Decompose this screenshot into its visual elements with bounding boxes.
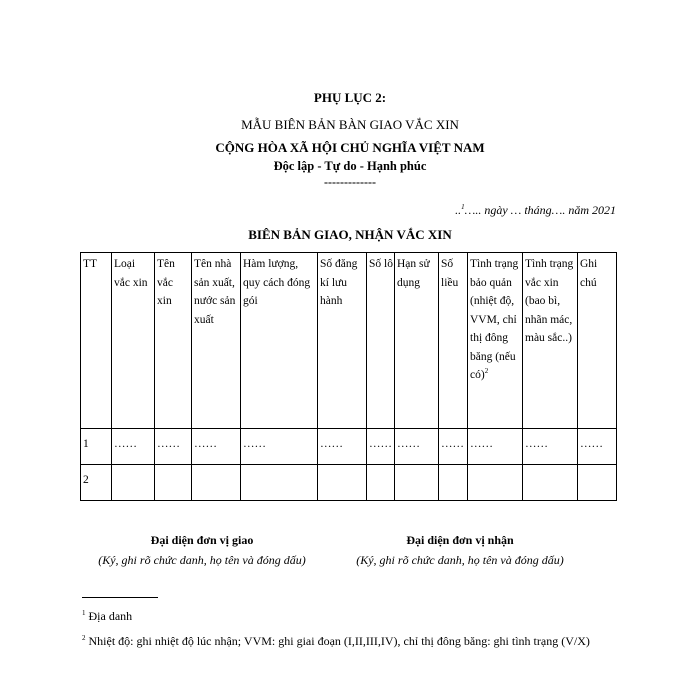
table-cell: 1 xyxy=(81,429,112,465)
header-cell-storage xyxy=(468,253,523,429)
table-cell: …… xyxy=(468,429,523,465)
table-cell: …… xyxy=(367,429,395,465)
footnote-divider xyxy=(82,597,158,598)
table-cell xyxy=(155,465,192,501)
table-row xyxy=(81,465,617,501)
header-cell: Hàm lượng, quy cách đóng gói xyxy=(241,253,318,429)
table-cell: …… xyxy=(439,429,468,465)
table-cell: …… xyxy=(155,429,192,465)
footnote xyxy=(82,630,622,650)
footnote-text: Nhiệt độ: ghi nhiệt độ lúc nhận; VVM: ghi giai đoạn (I,II,III,IV), chỉ thị đông băng: ghi tình trạng (V/X) xyxy=(88,634,590,648)
motto: Độc lập - Tự do - Hạnh phúc xyxy=(273,159,427,173)
footnote-mark: 1 xyxy=(82,609,86,617)
header-cell: Tên nhà sản xuất, nước sản xuất xyxy=(192,253,241,429)
table-row xyxy=(81,429,617,465)
date-text: ….. ngày … tháng…. năm 2021 xyxy=(464,203,616,217)
receiving-party-signature xyxy=(330,533,590,568)
appendix-heading: PHỤ LỤC 2: xyxy=(313,90,387,105)
header-cell: Loại vắc xin xyxy=(112,253,155,429)
table-cell: …… xyxy=(578,429,617,465)
table-cell: 2 xyxy=(81,465,112,501)
header-cell: Hạn sử dụng xyxy=(395,253,439,429)
vaccine-handover-table xyxy=(80,252,617,501)
footnote xyxy=(82,605,622,625)
header-cell: Số liều xyxy=(439,253,468,429)
table-cell xyxy=(112,465,155,501)
footnote-mark: 2 xyxy=(484,367,489,376)
table-cell: …… xyxy=(112,429,155,465)
header-cell: TT xyxy=(81,253,112,429)
date-prefix: .. xyxy=(455,203,462,217)
table-cell xyxy=(241,465,318,501)
date-line xyxy=(455,203,616,218)
table-cell xyxy=(468,465,523,501)
table-cell xyxy=(523,465,578,501)
table-cell xyxy=(578,465,617,501)
footnote-text: Địa danh xyxy=(88,609,133,623)
table-header-row xyxy=(81,253,617,429)
table-cell: …… xyxy=(318,429,367,465)
table-cell: …… xyxy=(523,429,578,465)
form-title: MẪU BIÊN BẢN BÀN GIAO VẮC XIN xyxy=(241,117,459,132)
table-cell xyxy=(439,465,468,501)
header-cell: Số lô xyxy=(367,253,395,429)
signature-note: (Ký, ghi rõ chức danh, họ tên và đóng dấu) xyxy=(356,553,564,567)
header-cell: Ghi chú xyxy=(578,253,617,429)
footnote-mark: 1 xyxy=(461,203,465,211)
table-cell xyxy=(192,465,241,501)
footnote-mark: 2 xyxy=(82,634,86,642)
table-cell xyxy=(367,465,395,501)
header-cell: Số đăng kí lưu hành xyxy=(318,253,367,429)
table-cell: …… xyxy=(241,429,318,465)
table-cell: …… xyxy=(192,429,241,465)
signature-role: Đại diện đơn vị nhận xyxy=(406,533,514,547)
header-cell: Tình trạng vắc xin (bao bì, nhãn mác, màu sắc..) xyxy=(523,253,578,429)
header-cell: Tên vắc xin xyxy=(155,253,192,429)
delivering-party-signature xyxy=(72,533,332,568)
nation-heading: CỘNG HÒA XÃ HỘI CHỦ NGHĨA VIỆT NAM xyxy=(215,140,485,155)
header-text: Tình trạng bảo quản (nhiệt độ, VVM, chỉ thị đông băng (nếu có) xyxy=(470,258,519,381)
table-cell xyxy=(395,465,439,501)
table-cell: …… xyxy=(395,429,439,465)
table-cell xyxy=(318,465,367,501)
record-title: BIÊN BẢN GIAO, NHẬN VẮC XIN xyxy=(248,227,452,242)
signature-role: Đại diện đơn vị giao xyxy=(150,533,254,547)
signature-note: (Ký, ghi rõ chức danh, họ tên và đóng dấu) xyxy=(98,553,306,567)
separator: ------------- xyxy=(324,175,376,189)
